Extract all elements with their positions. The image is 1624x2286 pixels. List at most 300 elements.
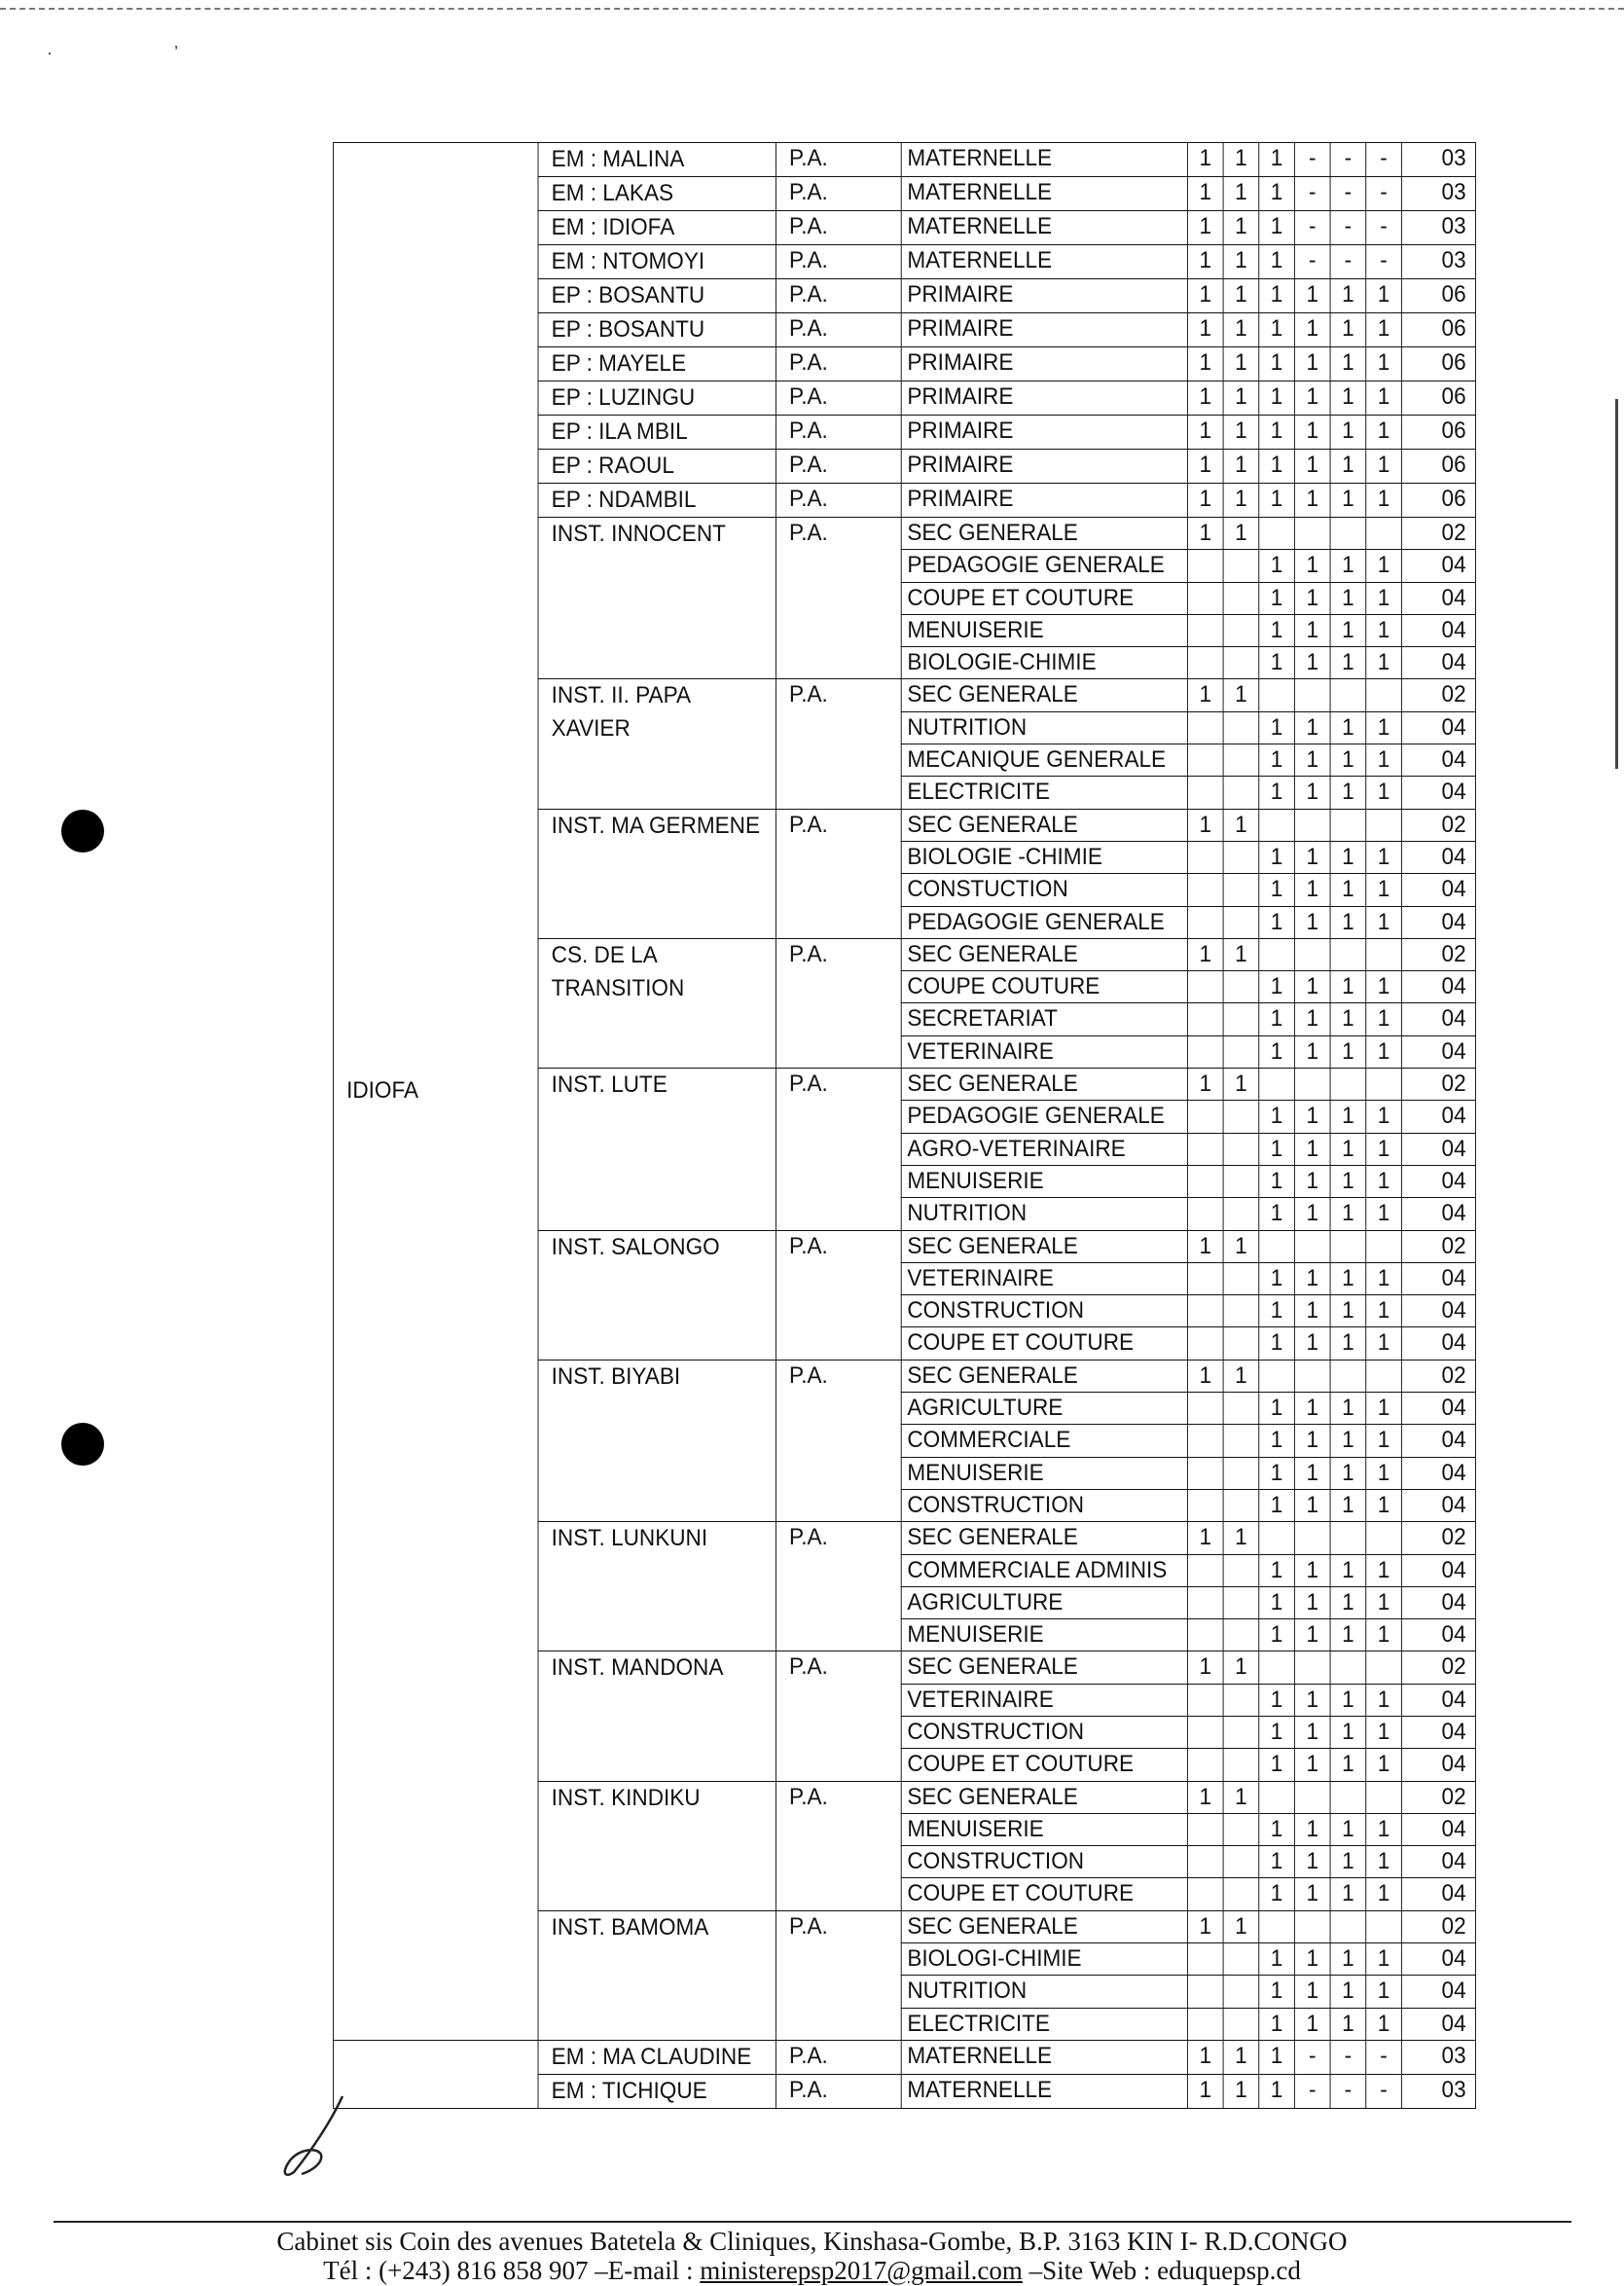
option-cell: PRIMAIRE [901, 313, 1187, 347]
option-cell: CONSTRUCTION [901, 1846, 1187, 1878]
total-cell: 02 [1401, 1651, 1475, 1684]
class-count-cell [1223, 1393, 1259, 1425]
option-cell: SEC GENERALE [901, 1360, 1187, 1392]
class-count-cell [1223, 1165, 1259, 1197]
class-count-cell [1330, 938, 1366, 970]
class-count-cell [1330, 679, 1366, 711]
class-count-cell [1223, 1586, 1259, 1618]
class-count-cell: 1 [1259, 1976, 1295, 2008]
class-count-cell: 1 [1366, 2008, 1402, 2040]
regime-cell: P.A. [776, 416, 901, 450]
class-count-cell: 1 [1259, 1813, 1295, 1845]
class-count-cell: 1 [1330, 874, 1366, 906]
class-count-cell: 1 [1366, 1586, 1402, 1618]
class-count-cell [1223, 2008, 1259, 2040]
class-count-cell [1223, 1457, 1259, 1489]
class-count-cell: 1 [1294, 279, 1330, 313]
class-count-cell: - [1330, 2074, 1366, 2108]
total-cell: 04 [1401, 1003, 1475, 1035]
class-count-cell [1187, 1586, 1223, 1618]
class-count-cell: 1 [1366, 1165, 1402, 1197]
total-cell: 02 [1401, 1522, 1475, 1554]
class-count-cell: - [1294, 211, 1330, 245]
class-count-cell: - [1330, 2040, 1366, 2074]
class-count-cell: 1 [1294, 416, 1330, 450]
signature-mark [272, 2092, 360, 2180]
class-count-cell: 1 [1294, 1101, 1330, 1133]
option-cell: VETERINAIRE [901, 1035, 1187, 1068]
school-name: INST. BIYABI [538, 1360, 776, 1521]
class-count-cell [1223, 1846, 1259, 1878]
schools-table [333, 142, 1476, 2109]
school-name: INST. INNOCENT [538, 518, 776, 679]
total-cell: 04 [1401, 1101, 1475, 1133]
class-count-cell: - [1366, 2074, 1402, 2108]
class-count-cell: 1 [1294, 1425, 1330, 1457]
option-cell: MATERNELLE [901, 211, 1187, 245]
total-cell: 02 [1401, 938, 1475, 970]
option-cell: SEC GENERALE [901, 938, 1187, 970]
option-cell: COUPE ET COUTURE [901, 582, 1187, 614]
class-count-cell [1223, 1554, 1259, 1586]
class-count-cell [1259, 679, 1295, 711]
class-count-cell: 1 [1223, 2040, 1259, 2074]
option-cell: PEDAGOGIE GENERALE [901, 550, 1187, 582]
class-count-cell: 1 [1366, 1393, 1402, 1425]
class-count-cell: 1 [1259, 1262, 1295, 1294]
class-count-cell [1223, 841, 1259, 873]
class-count-cell: 1 [1366, 1133, 1402, 1165]
class-count-cell: 1 [1294, 906, 1330, 938]
class-count-cell [1223, 1619, 1259, 1651]
class-count-cell: 1 [1330, 1749, 1366, 1781]
class-count-cell: - [1366, 143, 1402, 177]
class-count-cell: 1 [1330, 647, 1366, 679]
option-cell: SEC GENERALE [901, 518, 1187, 550]
regime-cell: P.A. [776, 245, 901, 279]
class-count-cell: 1 [1223, 211, 1259, 245]
total-cell: 04 [1401, 1489, 1475, 1521]
class-count-cell: 1 [1366, 1878, 1402, 1910]
class-count-cell: 1 [1259, 1425, 1295, 1457]
school-name: EM : LAKAS [538, 177, 776, 211]
school-name: EP : ILA MBIL [538, 416, 776, 450]
class-count-cell: 1 [1294, 1586, 1330, 1618]
option-cell: COMMERCIALE ADMINIS [901, 1554, 1187, 1586]
class-count-cell: - [1294, 245, 1330, 279]
class-count-cell: 1 [1294, 1554, 1330, 1586]
class-count-cell: 1 [1259, 841, 1295, 873]
total-cell: 04 [1401, 1457, 1475, 1489]
class-count-cell: 1 [1330, 1976, 1366, 2008]
total-cell: 03 [1401, 2074, 1475, 2108]
option-cell: BIOLOGIE-CHIMIE [901, 647, 1187, 679]
class-count-cell [1187, 711, 1223, 744]
regime-cell: P.A. [776, 1781, 901, 1910]
option-cell: SEC GENERALE [901, 1781, 1187, 1813]
school-name: EP : BOSANTU [538, 279, 776, 313]
class-count-cell [1223, 711, 1259, 744]
regime-cell: P.A. [776, 809, 901, 938]
option-cell: CONSTRUCTION [901, 1489, 1187, 1521]
class-count-cell [1187, 1198, 1223, 1230]
class-count-cell: - [1294, 2074, 1330, 2108]
class-count-cell [1259, 1069, 1295, 1101]
class-count-cell: 1 [1330, 1457, 1366, 1489]
class-count-cell: 1 [1223, 1781, 1259, 1813]
total-cell: 04 [1401, 1327, 1475, 1360]
class-count-cell: 1 [1223, 143, 1259, 177]
regime-cell: P.A. [776, 1230, 901, 1360]
class-count-cell: 1 [1294, 1457, 1330, 1489]
option-cell: PRIMAIRE [901, 279, 1187, 313]
class-count-cell: 1 [1366, 647, 1402, 679]
total-cell: 04 [1401, 841, 1475, 873]
option-cell: COMMERCIALE [901, 1425, 1187, 1457]
class-count-cell [1187, 1846, 1223, 1878]
class-count-cell [1223, 1101, 1259, 1133]
class-count-cell: 1 [1259, 582, 1295, 614]
class-count-cell: 1 [1223, 450, 1259, 484]
class-count-cell: 1 [1259, 647, 1295, 679]
class-count-cell [1187, 647, 1223, 679]
class-count-cell: 1 [1223, 347, 1259, 381]
class-count-cell: 1 [1366, 347, 1402, 381]
class-count-cell: 1 [1187, 1651, 1223, 1684]
class-count-cell [1187, 874, 1223, 906]
class-count-cell [1187, 1943, 1223, 1976]
scan-edge-mark [1615, 399, 1618, 769]
class-count-cell: 1 [1223, 245, 1259, 279]
class-count-cell: 1 [1259, 177, 1295, 211]
class-count-cell [1223, 1133, 1259, 1165]
class-count-cell: 1 [1366, 1943, 1402, 1976]
class-count-cell [1223, 874, 1259, 906]
total-cell: 06 [1401, 416, 1475, 450]
total-cell: 04 [1401, 1165, 1475, 1197]
class-count-cell: 1 [1294, 347, 1330, 381]
option-cell: COUPE ET COUTURE [901, 1878, 1187, 1910]
class-count-cell: 1 [1366, 1198, 1402, 1230]
class-count-cell [1187, 1878, 1223, 1910]
class-count-cell: 1 [1294, 1262, 1330, 1294]
class-count-cell: 1 [1330, 1133, 1366, 1165]
class-count-cell: 1 [1294, 711, 1330, 744]
class-count-cell [1223, 614, 1259, 646]
class-count-cell: 1 [1366, 906, 1402, 938]
class-count-cell: 1 [1366, 711, 1402, 744]
class-count-cell: 1 [1259, 1619, 1295, 1651]
class-count-cell [1187, 1295, 1223, 1327]
class-count-cell [1187, 1003, 1223, 1035]
total-cell: 04 [1401, 614, 1475, 646]
class-count-cell [1223, 1327, 1259, 1360]
regime-cell: P.A. [776, 313, 901, 347]
option-cell: VETERINAIRE [901, 1262, 1187, 1294]
territory-cell-empty [333, 2040, 538, 2108]
class-count-cell: 1 [1330, 1101, 1366, 1133]
class-count-cell: 1 [1294, 450, 1330, 484]
class-count-cell [1294, 1910, 1330, 1942]
class-count-cell [1330, 518, 1366, 550]
option-cell: COUPE ET COUTURE [901, 1327, 1187, 1360]
total-cell: 02 [1401, 1781, 1475, 1813]
option-cell: BIOLOGI-CHIMIE [901, 1943, 1187, 1976]
class-count-cell: 1 [1259, 1684, 1295, 1716]
class-count-cell: - [1366, 245, 1402, 279]
total-cell: 03 [1401, 245, 1475, 279]
school-name: INST. KINDIKU [538, 1781, 776, 1910]
class-count-cell [1223, 1716, 1259, 1748]
class-count-cell [1330, 1069, 1366, 1101]
class-count-cell: 1 [1366, 416, 1402, 450]
class-count-cell: 1 [1330, 1684, 1366, 1716]
regime-cell: P.A. [776, 450, 901, 484]
class-count-cell: 1 [1259, 347, 1295, 381]
school-name: EP : BOSANTU [538, 313, 776, 347]
class-count-cell: 1 [1366, 1554, 1402, 1586]
footer-email-link[interactable]: ministerepsp2017@gmail.com [700, 2256, 1023, 2285]
class-count-cell: 1 [1259, 1846, 1295, 1878]
class-count-cell [1259, 1781, 1295, 1813]
class-count-cell: 1 [1259, 2040, 1295, 2074]
option-cell: PRIMAIRE [901, 484, 1187, 518]
class-count-cell [1259, 1522, 1295, 1554]
class-count-cell [1330, 809, 1366, 841]
table-row [333, 143, 1475, 177]
class-count-cell [1187, 906, 1223, 938]
class-count-cell [1330, 1910, 1366, 1942]
class-count-cell [1330, 1230, 1366, 1262]
option-cell: PRIMAIRE [901, 347, 1187, 381]
class-count-cell [1223, 1295, 1259, 1327]
class-count-cell: 1 [1187, 2040, 1223, 2074]
class-count-cell: 1 [1330, 381, 1366, 416]
class-count-cell: 1 [1294, 841, 1330, 873]
option-cell: VETERINAIRE [901, 1684, 1187, 1716]
class-count-cell: 1 [1366, 279, 1402, 313]
class-count-cell: 1 [1294, 1295, 1330, 1327]
class-count-cell: 1 [1294, 1133, 1330, 1165]
class-count-cell [1294, 679, 1330, 711]
class-count-cell: 1 [1330, 1262, 1366, 1294]
option-cell: NUTRITION [901, 711, 1187, 744]
total-cell: 04 [1401, 582, 1475, 614]
class-count-cell: 1 [1366, 313, 1402, 347]
option-cell: MATERNELLE [901, 2040, 1187, 2074]
class-count-cell: 1 [1330, 484, 1366, 518]
class-count-cell: 1 [1223, 313, 1259, 347]
option-cell: MATERNELLE [901, 143, 1187, 177]
class-count-cell [1366, 1522, 1402, 1554]
class-count-cell: 1 [1330, 1295, 1366, 1327]
class-count-cell: 1 [1187, 245, 1223, 279]
class-count-cell [1366, 1910, 1402, 1942]
class-count-cell: 1 [1330, 582, 1366, 614]
class-count-cell [1187, 744, 1223, 777]
school-name: EM : TICHIQUE [538, 2074, 776, 2108]
option-cell: CONSTRUCTION [901, 1716, 1187, 1748]
class-count-cell: 1 [1330, 1327, 1366, 1360]
class-count-cell: 1 [1187, 1230, 1223, 1262]
school-name: EM : MALINA [538, 143, 776, 177]
class-count-cell [1294, 1522, 1330, 1554]
school-name: EM : NTOMOYI [538, 245, 776, 279]
regime-cell: P.A. [776, 211, 901, 245]
class-count-cell: 1 [1366, 450, 1402, 484]
total-cell: 04 [1401, 1943, 1475, 1976]
class-count-cell: 1 [1294, 777, 1330, 809]
class-count-cell: 1 [1187, 679, 1223, 711]
class-count-cell [1366, 938, 1402, 970]
class-count-cell: 1 [1366, 1846, 1402, 1878]
regime-cell: P.A. [776, 347, 901, 381]
class-count-cell: 1 [1294, 381, 1330, 416]
class-count-cell: 1 [1294, 1619, 1330, 1651]
class-count-cell: 1 [1366, 874, 1402, 906]
total-cell: 02 [1401, 1910, 1475, 1942]
option-cell: MENUISERIE [901, 1457, 1187, 1489]
regime-cell: P.A. [776, 2040, 901, 2074]
total-cell: 04 [1401, 744, 1475, 777]
total-cell: 04 [1401, 1619, 1475, 1651]
class-count-cell [1223, 906, 1259, 938]
class-count-cell [1223, 647, 1259, 679]
class-count-cell: 1 [1294, 1976, 1330, 2008]
total-cell: 04 [1401, 1586, 1475, 1618]
class-count-cell [1259, 518, 1295, 550]
class-count-cell: 1 [1187, 2074, 1223, 2108]
class-count-cell: 1 [1187, 1910, 1223, 1942]
regime-cell: P.A. [776, 484, 901, 518]
class-count-cell [1223, 777, 1259, 809]
class-count-cell: 1 [1223, 679, 1259, 711]
class-count-cell: 1 [1187, 211, 1223, 245]
class-count-cell: 1 [1330, 1003, 1366, 1035]
class-count-cell: 1 [1294, 1878, 1330, 1910]
regime-cell: P.A. [776, 177, 901, 211]
total-cell: 04 [1401, 1878, 1475, 1910]
class-count-cell: - [1294, 2040, 1330, 2074]
school-name: EP : NDAMBIL [538, 484, 776, 518]
class-count-cell: 1 [1366, 1003, 1402, 1035]
class-count-cell [1187, 1684, 1223, 1716]
class-count-cell [1223, 1198, 1259, 1230]
class-count-cell: 1 [1223, 1069, 1259, 1101]
class-count-cell: 1 [1259, 1943, 1295, 1976]
class-count-cell: 1 [1330, 1846, 1366, 1878]
class-count-cell: 1 [1259, 143, 1295, 177]
class-count-cell [1259, 938, 1295, 970]
class-count-cell [1294, 809, 1330, 841]
class-count-cell: 1 [1330, 313, 1366, 347]
class-count-cell: 1 [1366, 1976, 1402, 2008]
class-count-cell [1259, 1910, 1295, 1942]
class-count-cell: 1 [1294, 1165, 1330, 1197]
class-count-cell [1187, 1813, 1223, 1845]
option-cell: MATERNELLE [901, 2074, 1187, 2108]
class-count-cell: 1 [1259, 279, 1295, 313]
class-count-cell: 1 [1187, 347, 1223, 381]
class-count-cell: 1 [1294, 582, 1330, 614]
class-count-cell: 1 [1223, 809, 1259, 841]
class-count-cell: 1 [1330, 1554, 1366, 1586]
school-name: INST. MANDONA [538, 1651, 776, 1781]
option-cell: NUTRITION [901, 1976, 1187, 2008]
class-count-cell: 1 [1330, 1198, 1366, 1230]
class-count-cell: 1 [1187, 143, 1223, 177]
option-cell: AGRICULTURE [901, 1393, 1187, 1425]
total-cell: 04 [1401, 1262, 1475, 1294]
class-count-cell: 1 [1294, 2008, 1330, 2040]
class-count-cell: 1 [1223, 518, 1259, 550]
total-cell: 04 [1401, 1976, 1475, 2008]
class-count-cell: 1 [1259, 1586, 1295, 1618]
school-name: INST. LUNKUNI [538, 1522, 776, 1651]
total-cell: 02 [1401, 1230, 1475, 1262]
class-count-cell: 1 [1330, 1813, 1366, 1845]
class-count-cell [1366, 1651, 1402, 1684]
total-cell: 06 [1401, 381, 1475, 416]
class-count-cell [1187, 1133, 1223, 1165]
class-count-cell: 1 [1187, 1360, 1223, 1392]
option-cell: ELECTRICITE [901, 2008, 1187, 2040]
option-cell: SEC GENERALE [901, 809, 1187, 841]
option-cell: AGRICULTURE [901, 1586, 1187, 1618]
school-name: INST. LUTE [538, 1069, 776, 1230]
class-count-cell [1223, 550, 1259, 582]
class-count-cell: 1 [1366, 1489, 1402, 1521]
school-name: EP : MAYELE [538, 347, 776, 381]
class-count-cell: 1 [1330, 416, 1366, 450]
school-name: INST. SALONGO [538, 1230, 776, 1360]
option-cell: PRIMAIRE [901, 416, 1187, 450]
class-count-cell: 1 [1330, 347, 1366, 381]
total-cell: 03 [1401, 143, 1475, 177]
class-count-cell: 1 [1259, 777, 1295, 809]
class-count-cell: - [1294, 143, 1330, 177]
class-count-cell: 1 [1366, 1457, 1402, 1489]
total-cell: 04 [1401, 874, 1475, 906]
total-cell: 04 [1401, 1035, 1475, 1068]
school-name: EM : MA CLAUDINE [538, 2040, 776, 2074]
option-cell: SEC GENERALE [901, 1069, 1187, 1101]
option-cell: SEC GENERALE [901, 679, 1187, 711]
class-count-cell: 1 [1223, 1230, 1259, 1262]
class-count-cell: 1 [1259, 1101, 1295, 1133]
class-count-cell: 1 [1366, 1425, 1402, 1457]
option-cell: NUTRITION [901, 1198, 1187, 1230]
punch-hole-bottom [61, 1423, 104, 1466]
option-cell: MATERNELLE [901, 177, 1187, 211]
class-count-cell: 1 [1366, 1035, 1402, 1068]
class-count-cell: 1 [1294, 1813, 1330, 1845]
class-count-cell: 1 [1259, 1554, 1295, 1586]
class-count-cell: 1 [1330, 1716, 1366, 1748]
total-cell: 06 [1401, 347, 1475, 381]
class-count-cell: 1 [1366, 1101, 1402, 1133]
class-count-cell: 1 [1330, 1393, 1366, 1425]
class-count-cell [1330, 1522, 1366, 1554]
class-count-cell [1223, 1262, 1259, 1294]
class-count-cell: 1 [1366, 1327, 1402, 1360]
class-count-cell: 1 [1330, 1619, 1366, 1651]
total-cell: 04 [1401, 2008, 1475, 2040]
class-count-cell: 1 [1330, 777, 1366, 809]
class-count-cell: 1 [1330, 906, 1366, 938]
class-count-cell: 1 [1259, 1133, 1295, 1165]
class-count-cell [1223, 744, 1259, 777]
